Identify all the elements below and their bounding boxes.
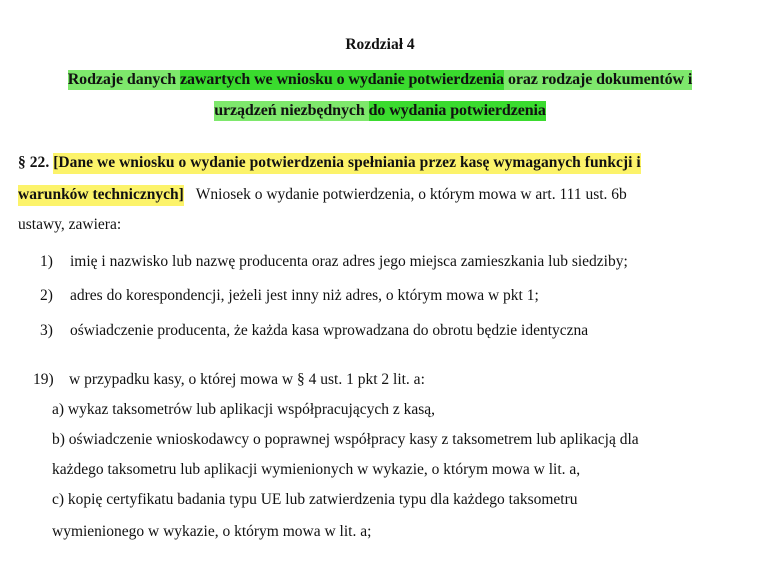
list-item-text: w przypadku kasy, o której mowa w § 4 ust. 1 pkt 2 lit. a: bbox=[69, 371, 425, 388]
title-segment-highlight-dark: zawartych we wniosku o wydanie potwierdzenia bbox=[180, 71, 505, 88]
section-body-text: Wniosek o wydanie potwierdzenia, o którym mowa w art. 111 ust. 6b bbox=[195, 186, 627, 203]
section-heading-highlight: warunków technicznych] bbox=[18, 185, 184, 206]
section-paragraph-line-3: ustawy, zawiera: bbox=[18, 216, 122, 233]
chapter-title-line-1 bbox=[0, 70, 760, 90]
sub-item-c-continued: wymienionego w wykazie, o którym mowa w lit. a; bbox=[52, 523, 372, 540]
section-number: § 22. bbox=[18, 154, 50, 171]
section-paragraph-line-1 bbox=[18, 153, 641, 173]
list-item-text: adres do korespondencji, jeżeli jest inny niż adres, o którym mowa w pkt 1; bbox=[70, 287, 539, 304]
chapter-heading: Rozdział 4 bbox=[345, 36, 415, 53]
sub-item-b-continued: każdego taksometru lub aplikacji wymienionych w wykazie, o którym mowa w lit. a, bbox=[52, 461, 581, 478]
list-item-text: imię i nazwisko lub nazwę producenta oraz adres jego miejsca zamieszkania lub siedziby; bbox=[70, 253, 628, 270]
chapter-title-line-2 bbox=[0, 101, 760, 121]
title-segment-highlight-light: urządzeń niezbędnych bbox=[214, 102, 369, 119]
sub-item-a: a) wykaz taksometrów lub aplikacji współpracujących z kasą, bbox=[52, 401, 436, 418]
list-item-number: 1) bbox=[40, 253, 53, 270]
sub-item-c: c) kopię certyfikatu badania typu UE lub zatwierdzenia typu dla każdego taksometru bbox=[52, 491, 578, 508]
section-paragraph-line-2 bbox=[18, 185, 627, 205]
list-item-19 bbox=[33, 370, 425, 390]
section-heading-highlight: [Dane we wniosku o wydanie potwierdzenia spełniania przez kasę wymaganych funkcji i bbox=[53, 153, 641, 174]
list-item bbox=[40, 321, 588, 341]
list-item bbox=[40, 252, 628, 272]
list-item-number: 2) bbox=[40, 287, 53, 304]
title-segment-highlight-light: oraz rodzaje dokumentów i bbox=[504, 71, 693, 88]
title-segment-highlight-dark: do wydania potwierdzenia bbox=[368, 102, 546, 119]
title-segment-highlight-light: Rodzaje danych bbox=[67, 71, 181, 88]
list-item-number: 19) bbox=[33, 371, 54, 388]
list-item-text: oświadczenie producenta, że każda kasa wprowadzana do obrotu będzie identyczna bbox=[70, 322, 589, 339]
list-item-number: 3) bbox=[40, 322, 53, 339]
sub-item-b: b) oświadczenie wnioskodawcy o poprawnej współpracy kasy z taksometrem lub aplikacją dla bbox=[52, 431, 639, 448]
list-item bbox=[40, 286, 539, 306]
